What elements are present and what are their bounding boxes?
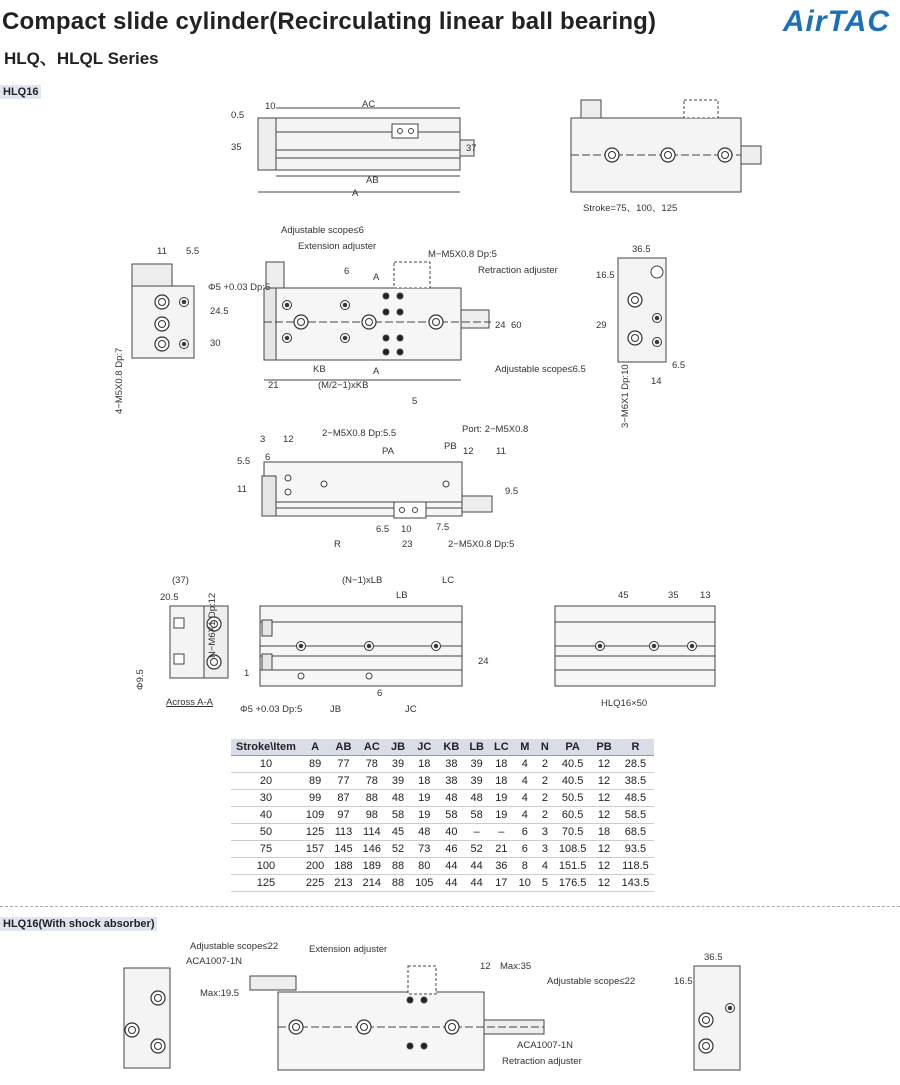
column-header: A xyxy=(301,739,329,756)
table-cell: 214 xyxy=(358,875,386,892)
table-cell: 157 xyxy=(301,841,329,858)
column-header: PB xyxy=(591,739,616,756)
dim-pa: PA xyxy=(382,446,394,457)
dim-pb: PB xyxy=(444,441,457,452)
dim-14: 14 xyxy=(651,376,662,387)
label-adj-scope-22b: Adjustable scope≤22 xyxy=(547,976,636,987)
table-cell: 38 xyxy=(438,756,464,773)
table-cell: 52 xyxy=(464,841,489,858)
label-max195: Max:19.5 xyxy=(200,988,240,999)
table-cell: 12 xyxy=(591,875,616,892)
table-cell: 2 xyxy=(536,773,554,790)
table-cell: 98 xyxy=(358,807,386,824)
table-cell: 77 xyxy=(329,773,357,790)
table-cell: 109 xyxy=(301,807,329,824)
dim-37: 37 xyxy=(466,143,477,154)
dim-12: 12 xyxy=(283,434,294,445)
table-cell: 2 xyxy=(536,756,554,773)
table-cell: 12 xyxy=(591,841,616,858)
table-cell: 176.5 xyxy=(554,875,592,892)
dim-3: 3 xyxy=(260,434,266,445)
table-cell: 77 xyxy=(329,756,357,773)
table-cell: 68.5 xyxy=(617,824,655,841)
dim-jb: JB xyxy=(330,704,342,715)
table-cell: 19 xyxy=(410,790,438,807)
table-cell: 4 xyxy=(514,756,536,773)
table-cell: 58.5 xyxy=(617,807,655,824)
label-phi95: Φ9.5 xyxy=(135,669,146,690)
column-header: R xyxy=(617,739,655,756)
table-cell: 73 xyxy=(410,841,438,858)
view-side-mid xyxy=(262,462,492,518)
column-header: AC xyxy=(358,739,386,756)
dim-a: A xyxy=(352,188,359,199)
table-cell: 12 xyxy=(591,807,616,824)
dim-kb: KB xyxy=(313,364,326,375)
dim-lc: LC xyxy=(442,575,455,586)
table-cell: 48 xyxy=(438,790,464,807)
table-cell: 125 xyxy=(301,824,329,841)
dim-95: 9.5 xyxy=(505,486,519,497)
table-cell: 48 xyxy=(464,790,489,807)
section-divider xyxy=(0,906,900,907)
table-cell: 19 xyxy=(489,790,514,807)
table-cell: 151.5 xyxy=(554,858,592,875)
table-cell: 12 xyxy=(591,756,616,773)
view-shock-left xyxy=(124,968,170,1068)
table-cell: 40.5 xyxy=(554,773,592,790)
table-cell: 4 xyxy=(536,858,554,875)
dim-35: 35 xyxy=(231,142,242,153)
table-cell: 2 xyxy=(536,790,554,807)
table-cell: 80 xyxy=(410,858,438,875)
table-cell: 48.5 xyxy=(617,790,655,807)
label-m5-dp7: 4−M5X0.8 Dp:7 xyxy=(114,347,125,414)
table-cell: 225 xyxy=(301,875,329,892)
table-cell: 44 xyxy=(464,858,489,875)
table-cell: 30 xyxy=(231,790,301,807)
dim-55b: 5.5 xyxy=(237,456,251,467)
label-m6-dp10: 3−M6X1 Dp:10 xyxy=(620,364,631,428)
table-cell: 45 xyxy=(386,824,410,841)
dim-12b: 12 xyxy=(463,446,474,457)
column-header: LB xyxy=(464,739,489,756)
dim-23: 23 xyxy=(402,539,413,550)
table-cell: 19 xyxy=(489,807,514,824)
dim-365: 36.5 xyxy=(632,244,651,255)
dim-45: 45 xyxy=(618,590,629,601)
label-extension-adjuster-2: Extension adjuster xyxy=(309,944,388,955)
view-left-end xyxy=(132,264,194,358)
view-right-end xyxy=(618,258,666,362)
label-port: Port: 2−M5X0.8 xyxy=(462,424,529,435)
table-cell: 4 xyxy=(514,807,536,824)
table-cell: 44 xyxy=(438,858,464,875)
table-row xyxy=(231,756,654,773)
dim-75: 7.5 xyxy=(436,522,450,533)
table-row xyxy=(231,824,654,841)
column-header: AB xyxy=(329,739,357,756)
table-cell: 146 xyxy=(358,841,386,858)
table-cell: 88 xyxy=(358,790,386,807)
dim-m2-kb: (M/2−1)xKB xyxy=(318,380,369,391)
table-row xyxy=(231,858,654,875)
label-hlq16x50: HLQ16×50 xyxy=(601,698,648,709)
table-cell: 4 xyxy=(514,790,536,807)
table-cell: 39 xyxy=(464,756,489,773)
label-2m5-dp55: 2−M5X0.8 Dp:5.5 xyxy=(322,428,397,439)
series-subtitle: HLQ、HLQL Series xyxy=(4,49,159,68)
dim-21: 21 xyxy=(268,380,279,391)
table-cell: 200 xyxy=(301,858,329,875)
view-shock-main xyxy=(250,966,544,1070)
table-cell: 18 xyxy=(410,756,438,773)
table-cell: 6 xyxy=(514,824,536,841)
table-cell: 60.5 xyxy=(554,807,592,824)
dim-ac: AC xyxy=(362,99,376,110)
label-retraction-adjuster: Retraction adjuster xyxy=(478,265,558,276)
table-cell: 188 xyxy=(329,858,357,875)
table-cell: 189 xyxy=(358,858,386,875)
dim-205: 20.5 xyxy=(160,592,179,603)
table-cell: 6 xyxy=(514,841,536,858)
dim-10b: 10 xyxy=(401,524,412,535)
table-cell: 21 xyxy=(489,841,514,858)
table-cell: 40 xyxy=(438,824,464,841)
table-cell: 38 xyxy=(438,773,464,790)
dim-6b: 6 xyxy=(265,452,271,463)
dim-165: 16.5 xyxy=(596,270,615,281)
column-header: JB xyxy=(386,739,410,756)
label-aca1007-2: ACA1007-1N xyxy=(517,1040,573,1051)
dim-24: 24 xyxy=(495,320,506,331)
dim-12c: 12 xyxy=(480,961,491,972)
label-across-aa: Across A-A xyxy=(166,697,213,708)
table-cell: 12 xyxy=(591,773,616,790)
dim-5: 5 xyxy=(412,396,418,407)
table-row xyxy=(231,875,654,892)
table-cell: 18 xyxy=(410,773,438,790)
section-label-shock: HLQ16(With shock absorber) xyxy=(0,918,157,930)
view-shock-right xyxy=(694,966,740,1070)
table-cell: 99 xyxy=(301,790,329,807)
table-cell: 18 xyxy=(489,756,514,773)
table-cell: 2 xyxy=(536,807,554,824)
page-title: Compact slide cylinder(Recirculating linear ball bearing) xyxy=(2,8,657,35)
label-retraction-adjuster-2: Retraction adjuster xyxy=(502,1056,582,1067)
table-cell: 44 xyxy=(464,875,489,892)
table-cell: 58 xyxy=(438,807,464,824)
dim-ab: AB xyxy=(366,175,379,186)
dim-n-lb: (N−1)xLB xyxy=(342,575,383,586)
label-extension-adjuster: Extension adjuster xyxy=(298,241,377,252)
table-cell: 38.5 xyxy=(617,773,655,790)
dim-r: R xyxy=(334,539,341,550)
table-cell: 17 xyxy=(489,875,514,892)
table-row xyxy=(231,841,654,858)
dim-37p: (37) xyxy=(172,575,189,586)
table-cell: 12 xyxy=(591,790,616,807)
table-header-row xyxy=(231,739,654,756)
table-cell: 3 xyxy=(536,824,554,841)
column-header: KB xyxy=(438,739,464,756)
dim-6c: 6 xyxy=(377,688,383,699)
label-phi5-dp5: Φ5 +0.03 Dp:5 xyxy=(208,282,271,293)
table-cell: 213 xyxy=(329,875,357,892)
table-cell: 93.5 xyxy=(617,841,655,858)
table-cell: 105 xyxy=(410,875,438,892)
dim-29: 29 xyxy=(596,320,607,331)
label-m6-dp12: N−M6X1 Dp:12 xyxy=(207,592,218,658)
table-cell: 39 xyxy=(464,773,489,790)
table-cell: 50 xyxy=(231,824,301,841)
table-cell: 113 xyxy=(329,824,357,841)
column-header: M xyxy=(514,739,536,756)
table-cell: 89 xyxy=(301,773,329,790)
table-cell: 78 xyxy=(358,756,386,773)
column-header: Stroke\Item xyxy=(231,739,301,756)
view-top-right xyxy=(571,100,761,192)
table-cell: 118.5 xyxy=(617,858,655,875)
dim-lb: LB xyxy=(396,590,408,601)
dim-13: 13 xyxy=(700,590,711,601)
dim-60: 60 xyxy=(511,320,522,331)
dim-65: 6.5 xyxy=(672,360,686,371)
dim-245: 24.5 xyxy=(210,306,229,317)
table-cell: 114 xyxy=(358,824,386,841)
table-cell: 8 xyxy=(514,858,536,875)
table-cell: 58 xyxy=(464,807,489,824)
table-cell: – xyxy=(489,824,514,841)
table-cell: 5 xyxy=(536,875,554,892)
table-cell: – xyxy=(464,824,489,841)
table-cell: 39 xyxy=(386,773,410,790)
dim-10: 10 xyxy=(265,101,276,112)
dim-05: 0.5 xyxy=(231,110,245,121)
table-row xyxy=(231,790,654,807)
dim-11: 11 xyxy=(157,246,167,257)
dim-30: 30 xyxy=(210,338,221,349)
label-aca1007: ACA1007-1N xyxy=(186,956,242,967)
table-cell: 125 xyxy=(231,875,301,892)
dim-55: 5.5 xyxy=(186,246,200,257)
dim-365b: 36.5 xyxy=(704,952,723,963)
view-hlq16x50 xyxy=(555,606,715,686)
table-body xyxy=(231,756,654,892)
dim-11c: 11 xyxy=(237,484,247,495)
table-cell: 10 xyxy=(514,875,536,892)
table-cell: 75 xyxy=(231,841,301,858)
table-cell: 88 xyxy=(386,858,410,875)
table-cell: 48 xyxy=(410,824,438,841)
table-cell: 28.5 xyxy=(617,756,655,773)
column-header: LC xyxy=(489,739,514,756)
dim-6: 6 xyxy=(344,266,350,277)
label-adj-scope-65: Adjustable scope≤6.5 xyxy=(495,364,586,375)
view-bottom-long xyxy=(260,606,462,686)
table-cell: 108.5 xyxy=(554,841,592,858)
dim-65b: 6.5 xyxy=(376,524,390,535)
view-cross-section xyxy=(170,606,228,678)
table-cell: 48 xyxy=(386,790,410,807)
dimension-table xyxy=(231,739,654,892)
label-m5-dp5: M−M5X0.8 Dp:5 xyxy=(428,249,497,260)
label-phi5-dp5-b: Φ5 +0.03 Dp:5 xyxy=(240,704,303,715)
table-cell: 145 xyxy=(329,841,357,858)
label-2m5-dp5: 2−M5X0.8 Dp:5 xyxy=(448,539,515,550)
dim-jc: JC xyxy=(405,704,417,715)
table-cell: 18 xyxy=(591,824,616,841)
table-cell: 39 xyxy=(386,756,410,773)
table-cell: 50.5 xyxy=(554,790,592,807)
label-max35: Max:35 xyxy=(500,961,532,972)
label-adj-scope-22: Adjustable scope≤22 xyxy=(190,941,279,952)
section-label-hlq16: HLQ16 xyxy=(0,86,41,98)
column-header: N xyxy=(536,739,554,756)
table-cell: 3 xyxy=(536,841,554,858)
dim-1: 1 xyxy=(244,668,250,679)
table-cell: 46 xyxy=(438,841,464,858)
table-cell: 10 xyxy=(231,756,301,773)
table-cell: 143.5 xyxy=(617,875,655,892)
stroke-note: Stroke=75、100、125 xyxy=(583,203,678,214)
table-row xyxy=(231,807,654,824)
label-adj-scope-6: Adjustable scope≤6 xyxy=(281,225,364,236)
dim-11b: 11 xyxy=(496,446,506,457)
table-cell: 12 xyxy=(591,858,616,875)
dim-24b: 24 xyxy=(478,656,489,667)
table-cell: 52 xyxy=(386,841,410,858)
airtac-logo: AirTAC xyxy=(782,5,890,38)
column-header: PA xyxy=(554,739,592,756)
table-cell: 89 xyxy=(301,756,329,773)
dim-165b: 16.5 xyxy=(674,976,693,987)
section-mark-a2: A xyxy=(373,366,380,377)
table-cell: 4 xyxy=(514,773,536,790)
table-cell: 78 xyxy=(358,773,386,790)
table-cell: 88 xyxy=(386,875,410,892)
table-row xyxy=(231,773,654,790)
table-cell: 20 xyxy=(231,773,301,790)
dim-35b: 35 xyxy=(668,590,679,601)
section-mark-a1: A xyxy=(373,272,380,283)
table-cell: 40.5 xyxy=(554,756,592,773)
table-cell: 19 xyxy=(410,807,438,824)
table-cell: 36 xyxy=(489,858,514,875)
column-header: JC xyxy=(410,739,438,756)
table-cell: 58 xyxy=(386,807,410,824)
table-cell: 100 xyxy=(231,858,301,875)
table-cell: 44 xyxy=(438,875,464,892)
table-cell: 18 xyxy=(489,773,514,790)
table-cell: 40 xyxy=(231,807,301,824)
table-cell: 97 xyxy=(329,807,357,824)
table-cell: 70.5 xyxy=(554,824,592,841)
table-cell: 87 xyxy=(329,790,357,807)
